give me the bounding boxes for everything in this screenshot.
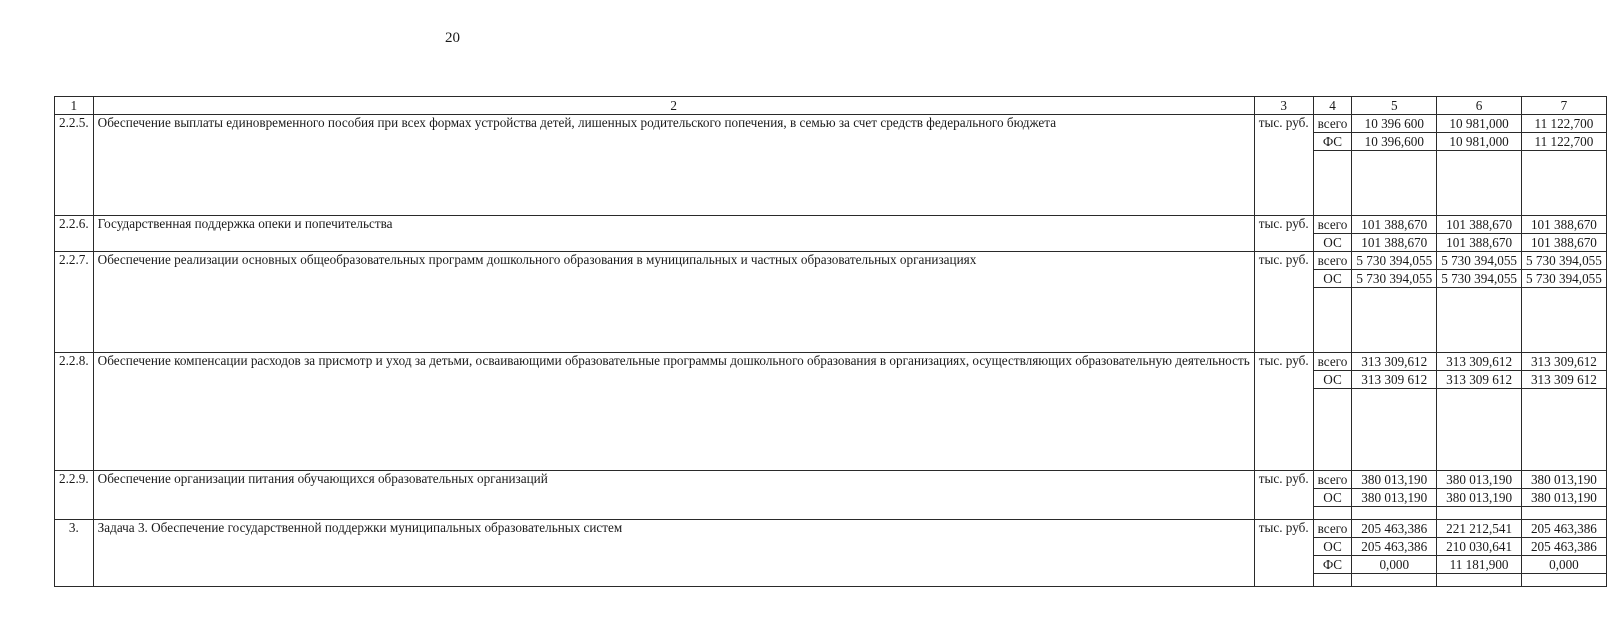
row-value-6: 101 388,670 (1437, 216, 1522, 234)
row-kind: всего (1313, 471, 1352, 489)
filler-cell (1437, 288, 1522, 353)
filler-cell (1437, 574, 1522, 587)
row-value-5: 10 396 600 (1352, 115, 1437, 133)
table-row (55, 216, 1607, 234)
row-value-6: 5 730 394,055 (1437, 252, 1522, 270)
filler-cell (1437, 389, 1522, 471)
filler-cell (1313, 389, 1352, 471)
budget-table (54, 96, 1607, 587)
row-value-5: 313 309 612 (1352, 371, 1437, 389)
filler-cell (1522, 151, 1607, 216)
row-number: 2.2.7. (55, 252, 94, 353)
row-value-5: 380 013,190 (1352, 489, 1437, 507)
row-number: 3. (55, 520, 94, 587)
row-kind: всего (1313, 520, 1352, 538)
row-kind: всего (1313, 353, 1352, 371)
table-header-row (55, 97, 1607, 115)
row-kind: ОС (1313, 270, 1352, 288)
row-value-5: 101 388,670 (1352, 216, 1437, 234)
row-value-7: 11 122,700 (1522, 133, 1607, 151)
row-name: Обеспечение организации питания обучающихся образовательных организаций (93, 471, 1254, 520)
row-value-6: 221 212,541 (1437, 520, 1522, 538)
row-value-7: 0,000 (1522, 556, 1607, 574)
header-col-6: 6 (1437, 97, 1522, 115)
row-name: Задача 3. Обеспечение государственной поддержки муниципальных образовательных систем (93, 520, 1254, 587)
row-value-7: 5 730 394,055 (1522, 270, 1607, 288)
row-unit: тыс. руб. (1254, 520, 1313, 587)
row-number: 2.2.5. (55, 115, 94, 216)
header-col-3: 3 (1254, 97, 1313, 115)
row-value-7: 380 013,190 (1522, 489, 1607, 507)
filler-cell (1522, 389, 1607, 471)
filler-cell (1437, 151, 1522, 216)
table-row (55, 471, 1607, 489)
filler-cell (1522, 507, 1607, 520)
filler-cell (1352, 151, 1437, 216)
header-col-2: 2 (93, 97, 1254, 115)
row-kind: всего (1313, 252, 1352, 270)
row-kind: ОС (1313, 489, 1352, 507)
row-kind: ОС (1313, 538, 1352, 556)
row-value-5: 205 463,386 (1352, 538, 1437, 556)
filler-cell (1437, 507, 1522, 520)
page-number: 20 (445, 30, 460, 46)
row-value-6: 101 388,670 (1437, 234, 1522, 252)
row-value-7: 313 309,612 (1522, 353, 1607, 371)
filler-cell (1313, 151, 1352, 216)
row-value-5: 5 730 394,055 (1352, 270, 1437, 288)
header-col-4: 4 (1313, 97, 1352, 115)
row-value-5: 0,000 (1352, 556, 1437, 574)
row-value-6: 380 013,190 (1437, 489, 1522, 507)
row-name: Обеспечение реализации основных общеобразовательных программ дошкольного образования в муниципальных и частных образовательных организациях (93, 252, 1254, 353)
row-value-6: 313 309 612 (1437, 371, 1522, 389)
filler-cell (1522, 574, 1607, 587)
table-row (55, 520, 1607, 538)
row-name: Государственная поддержка опеки и попечительства (93, 216, 1254, 252)
row-unit: тыс. руб. (1254, 353, 1313, 471)
row-value-7: 5 730 394,055 (1522, 252, 1607, 270)
row-value-7: 313 309 612 (1522, 371, 1607, 389)
row-name: Обеспечение выплаты единовременного пособия при всех формах устройства детей, лишенных родительского попечения, в семью за счет средств федерального бюджета (93, 115, 1254, 216)
filler-cell (1352, 507, 1437, 520)
row-name: Обеспечение компенсации расходов за присмотр и уход за детьми, осваивающими образовательные программы дошкольного образования в организациях, осуществляющих образовательную деятельность (93, 353, 1254, 471)
filler-cell (1352, 574, 1437, 587)
row-number: 2.2.8. (55, 353, 94, 471)
header-col-5: 5 (1352, 97, 1437, 115)
row-unit: тыс. руб. (1254, 115, 1313, 216)
row-value-5: 313 309,612 (1352, 353, 1437, 371)
row-value-6: 5 730 394,055 (1437, 270, 1522, 288)
filler-cell (1352, 389, 1437, 471)
row-value-7: 101 388,670 (1522, 234, 1607, 252)
table-row (55, 252, 1607, 270)
header-col-7: 7 (1522, 97, 1607, 115)
row-value-6: 10 981,000 (1437, 133, 1522, 151)
row-kind: ОС (1313, 234, 1352, 252)
row-value-5: 10 396,600 (1352, 133, 1437, 151)
row-value-6: 380 013,190 (1437, 471, 1522, 489)
row-value-7: 205 463,386 (1522, 538, 1607, 556)
row-value-5: 205 463,386 (1352, 520, 1437, 538)
row-value-5: 5 730 394,055 (1352, 252, 1437, 270)
row-value-5: 101 388,670 (1352, 234, 1437, 252)
filler-cell (1522, 288, 1607, 353)
row-value-6: 10 981,000 (1437, 115, 1522, 133)
row-value-6: 313 309,612 (1437, 353, 1522, 371)
row-kind: ОС (1313, 371, 1352, 389)
row-unit: тыс. руб. (1254, 252, 1313, 353)
header-col-1: 1 (55, 97, 94, 115)
row-kind: ФС (1313, 556, 1352, 574)
table-row (55, 115, 1607, 133)
row-value-6: 11 181,900 (1437, 556, 1522, 574)
row-value-7: 11 122,700 (1522, 115, 1607, 133)
row-value-7: 205 463,386 (1522, 520, 1607, 538)
filler-cell (1313, 288, 1352, 353)
filler-cell (1313, 507, 1352, 520)
row-number: 2.2.9. (55, 471, 94, 520)
row-value-5: 380 013,190 (1352, 471, 1437, 489)
row-unit: тыс. руб. (1254, 471, 1313, 520)
filler-cell (1313, 574, 1352, 587)
row-value-6: 210 030,641 (1437, 538, 1522, 556)
filler-cell (1352, 288, 1437, 353)
row-kind: всего (1313, 216, 1352, 234)
table-row (55, 353, 1607, 371)
row-value-7: 380 013,190 (1522, 471, 1607, 489)
row-value-7: 101 388,670 (1522, 216, 1607, 234)
row-kind: ФС (1313, 133, 1352, 151)
row-kind: всего (1313, 115, 1352, 133)
row-unit: тыс. руб. (1254, 216, 1313, 252)
row-number: 2.2.6. (55, 216, 94, 252)
